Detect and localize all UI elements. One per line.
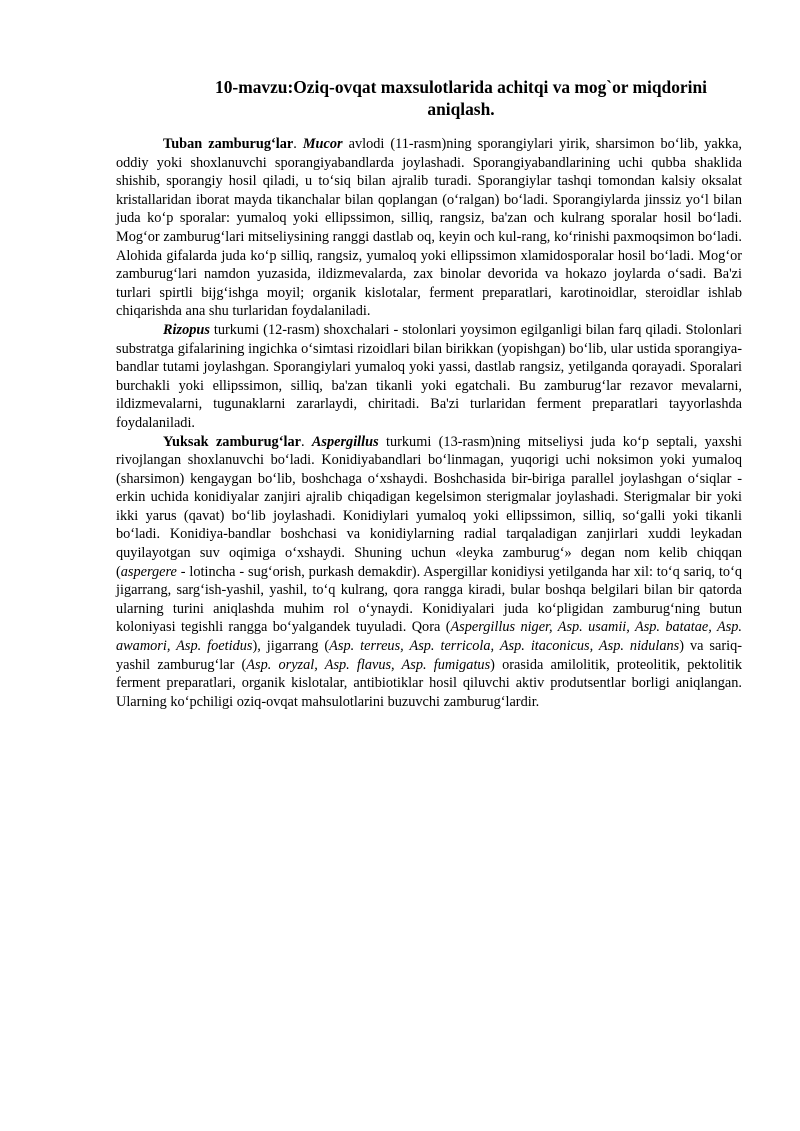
aspergillus-text-1: turkumi (13-rasm)ning mitseliysi juda ko‘p septali, yaxshi rivojlangan shoxlanuvchi bo‘ladi. Konidiyabandlari bo‘linmagan, yuqorigi uchi noksimon yoki yumaloq (sharsimon) kengaygan bo‘lib, boshchaga o‘xshaydi. Boshchasida bir-biriga parallel joylashgan o‘siqlar - erkin uchida konidiyalar zanjiri ajralib chiqadigan kegelsimon sterigmalar joylashadi. Sterigmalar bir yoki ikki yarus (qavat) bo‘lib joylashadi. Konidiylari yumaloq yoki ellipssimon, silliq, so‘galli yoki tikanli bo‘ladi. Konidiya-bandlar boshchasi va konidiylarning radial tarqaladigan zanjirlari xuddi leykadan quyilayotgan suv oqimiga o‘xshaydi. Shuning uchun «leyka zamburug‘» degan nom kelib chiqqan ( [116,433,742,580]
heading-lower-fungi: Tuban zamburug‘lar [163,136,294,152]
genus-rizopus: Rizopus [163,321,210,338]
separator: . [300,433,312,450]
separator: . [293,136,303,152]
document-page [116,76,742,711]
genus-aspergillus: Aspergillus [311,433,379,450]
aspergillus-text-3: ), jigarrang ( [252,638,330,655]
title-line-1: 10-mavzu:Oziq-ovqat maxsulotlarida achitqi va mog`or miqdorini [215,77,707,97]
page-title [180,76,742,120]
aspergillus-text-2: - lotincha - sug‘orish, purkash demakdir). Aspergillar konidiysi yetilganda har xil: to‘q sariq, to‘q jigarrang, sarg‘ish-yashil, yashil, to‘q kulrang, qora rangga kiradi, bular boshqa belgilari bilan bir qatorda ularning turini aniqlashda muhim rol o‘ynaydi. Konidiyalari juda ko‘pligidan zamburug‘ning butun koloniyasi tegishli rangga bo‘yalgandek tuyuladi. Qora ( [116,563,742,636]
paragraph-rizopus-text: turkumi (12-rasm) shoxchalari - stolonlari yoysimon egilganligi bilan farq qiladi. Stolonlari substratga gifalarining ingichka o‘simtasi rizoidlari bilan birikkan (yopishgan) bo‘lib, ular ustida sporangiya-bandlar tutami joylashgan. Sporangiylari yumaloq yoki yassi, dastlab rangsiz, yetilganda qorayadi. Sporalari burchakli yoki ellipssimon, silliq, ba'zan tikanli yoki egatchali. Bu zamburug‘lar rezavor mevalarni, ildizmevalarni, tugunaklarni zararlaydi, chiritadi. Ba'zi turlaridan ferment preparatlari tayyorlashda foydalaniladi. [116,321,742,431]
aspergillus-text-5: ) orasida amilolitik, proteolitik, pektolitik ferment preparatlari, organik kislotalar, antibiotiklar hosil qiluvchi aktiv produtsentlar borligi aniqlangan. Ularning ko‘pchiligi oziq-ovqat mahsulotlarini buzuvchi zamburug‘lardir. [116,656,742,710]
title-line-2: aniqlash. [427,99,495,119]
genus-mucor: Mucor [302,136,343,152]
species-list-brown: Asp. terreus, Asp. terricola, Asp. itaconicus, Asp. nidulans [329,638,680,655]
paragraph-rizopus [116,321,742,433]
aspergillus-text-4: ) va sariq-yashil zamburug‘lar ( [116,638,742,673]
species-list-black: Aspergillus niger, Asp. usamii, Asp. batatae, Asp. awamori, Asp. foetidus [116,619,742,655]
species-list-yellow-green: Asp. oryzal, Asp. flavus, Asp. fumigatus [246,656,491,673]
latin-term: aspergere [120,563,177,580]
paragraph-aspergillus [116,433,742,712]
paragraph-mucor [116,135,742,321]
paragraph-mucor-text: avlodi (11-rasm)ning sporangiylari yirik, sharsimon bo‘lib, yakka, oddiy yoki shoxlanuvchi sporangiyabandlarda joylashadi. Sporangiyabandlarining uchi qubba shaklida shishib, sporangiy hosil qiladi, u to‘siq bilan ajralib turadi. Sporangiylar tashqi tomondan kalsiy oksalat kristallaridan iborat mayda tikanchalar bilan qoplangan (o‘ralgan) bo‘ladi. Sporangiylarda jinssiz yo‘l bilan juda ko‘p sporalar: yumaloq yoki ellipssimon, silliq, rangsiz, ba'zan och kulrang sporalar hosil bo‘ladi. Mog‘or zamburug‘lari mitseliysining ranggi dastlab oq, keyin och kul-rang, ko‘rinishi paxmoqsimon bo‘ladi. Alohida gifalarda juda ko‘p silliq, rangsiz, yumaloq yoki ellipssimon xlamidosporalar hosil bo‘ladi. Mog‘or zamburug‘lari namdon yuzasida, ildizmevalarda, zax binolar devorida va hokazo joylarda o‘sadi. Ba'zi turlari spirtli bijg‘ishga moyil; organik kislotalar, ferment preparatlari, karotinoidlar, steroidlar ishlab chiqarishda ana shu turlaridan foydalaniladi. [116,136,742,320]
heading-higher-fungi: Yuksak zamburug‘lar [163,433,301,450]
